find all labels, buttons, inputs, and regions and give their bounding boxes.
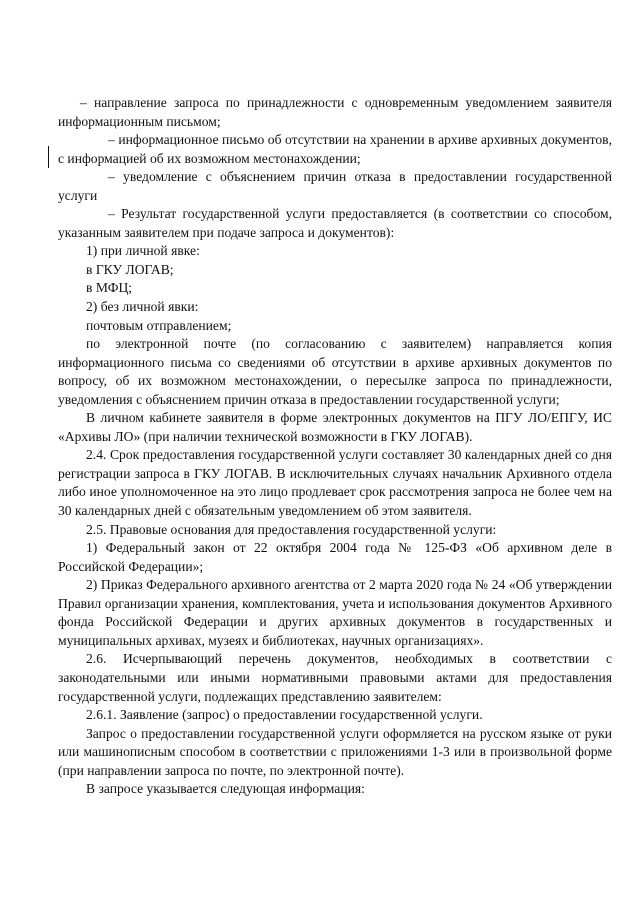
paragraph-11: В личном кабинете заявителя в форме электронных документов на ПГУ ЛО/ЕПГУ, ИС «Архивы ЛО» (при наличии технической возможности в ГКУ ЛОГАВ). xyxy=(58,410,612,444)
paragraph-18: Запрос о предоставлении государственной услуги оформляется на русском языке от руки или машинописным способом в соответствии с приложениями 1-3 или в произвольной форме (при направлении запроса по почте, по электронной почте). xyxy=(58,725,612,778)
paragraph-15: 2) Приказ Федерального архивного агентства от 2 марта 2020 года № 24 «Об утверждении Правил организации хранения, комплектования, учета и использования документов Архивного фонда Российской Федерации и других архивных документов в государственных и муниципальных архивах, музеях и библиотеках, научных организациях». xyxy=(58,577,612,648)
paragraph-10: по электронной почте (по согласованию с заявителем) направляется копия информационного письма со сведениями об отсутствии в архиве архивных документов по вопросу, об их возможном местонахождении, о пересылке запроса по принадлежности, уведомления с объяснением причин отказа в предоставлении государственной услуги; xyxy=(58,336,612,407)
document-body xyxy=(58,94,612,799)
paragraph-7: в МФЦ; xyxy=(86,280,133,296)
margin-change-bar xyxy=(48,146,49,168)
paragraph-13: 2.5. Правовые основания для предоставления государственной услуги: xyxy=(86,521,497,537)
paragraph-8: 2) без личной явки: xyxy=(86,299,199,315)
paragraph-16: 2.6. Исчерпывающий перечень документов, необходимых в соответствии с законодательными или иными нормативными правовыми актами для предоставления государственной услуги, подлежащих представлению заявителем: xyxy=(58,651,612,704)
paragraph-3: – уведомление с объяснением причин отказа в предоставлении государственной услуги xyxy=(58,169,612,203)
paragraph-12: 2.4. Срок предоставления государственной услуги составляет 30 календарных дней со дня регистрации запроса в ГКУ ЛОГАВ. В исключительных случаях начальник Архивного отдела либо иное уполномоченное на это лицо продлевает срок рассмотрения запроса не более чем на 30 календарных дней с обязательным уведомлением об этом заявителя. xyxy=(58,447,612,519)
paragraph-19: В запросе указывается следующая информация: xyxy=(86,781,365,797)
paragraph-5: 1) при личной явке: xyxy=(86,243,200,259)
paragraph-1: – направление запроса по принадлежности с одновременным уведомлением заявителя информационным письмом; xyxy=(58,95,612,129)
paragraph-4: – Результат государственной услуги предоставляется (в соответствии со способом, указанным заявителем при подаче запроса и документов): xyxy=(58,206,612,240)
paragraph-9: почтовым отправлением; xyxy=(86,317,232,333)
paragraph-14: 1) Федеральный закон от 22 октября 2004 года № 125-ФЗ «Об архивном деле в Российской Федерации»; xyxy=(58,540,612,574)
paragraph-6: в ГКУ ЛОГАВ; xyxy=(86,261,174,277)
paragraph-2: – информационное письмо об отсутствии на хранении в архиве архивных документов, с информацией об их возможном местонахождении; xyxy=(58,132,612,166)
paragraph-17: 2.6.1. Заявление (запрос) о предоставлении государственной услуги. xyxy=(86,707,483,723)
